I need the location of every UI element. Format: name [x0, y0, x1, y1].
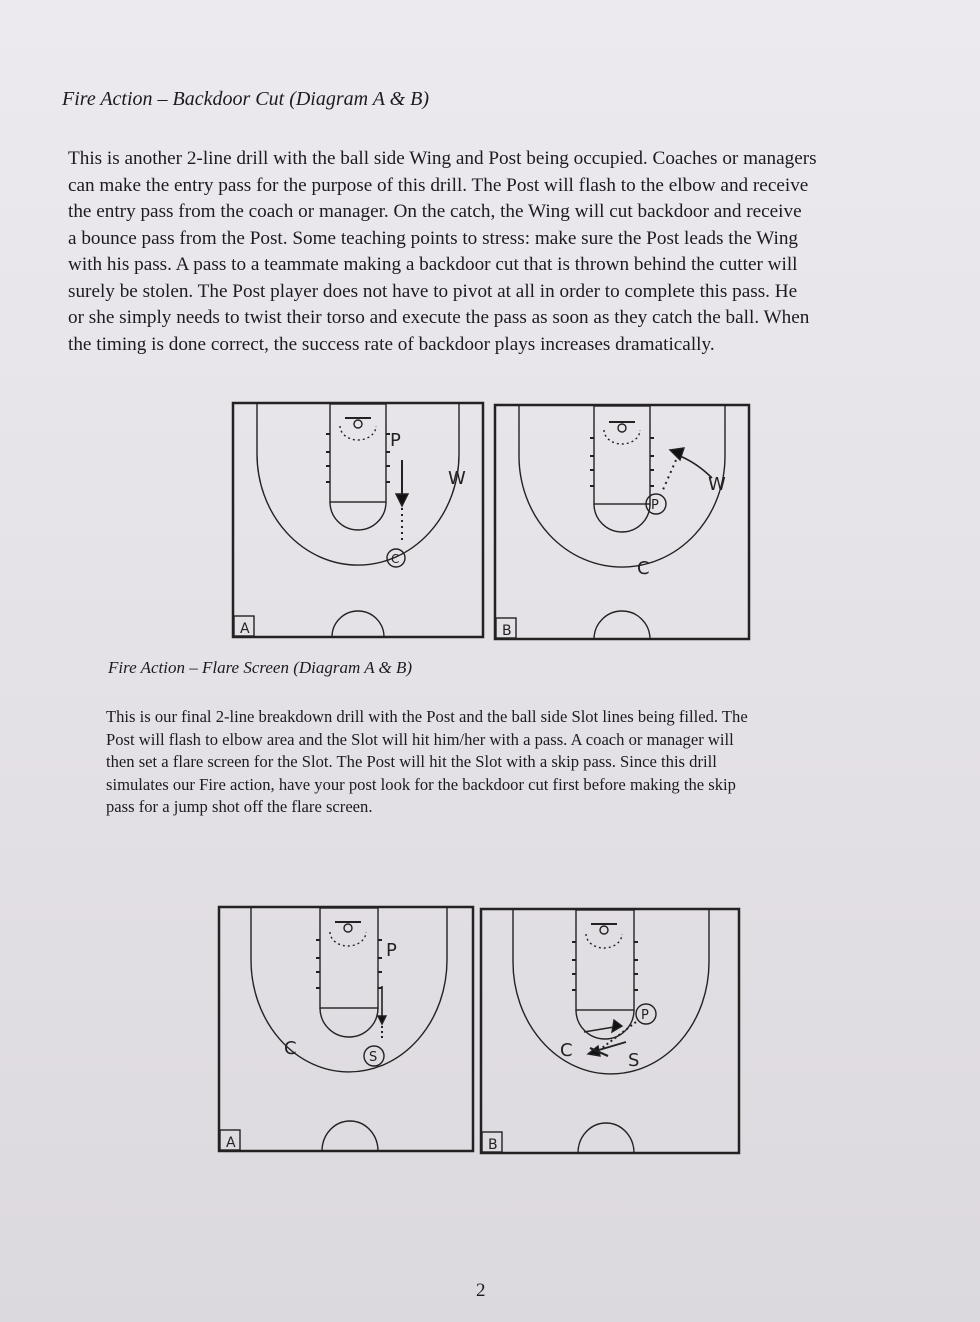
diagram-label-b: B — [502, 623, 512, 639]
mark-coach: C — [637, 558, 650, 579]
paragraph-line: then set a flare screen for the Slot. The Post will hit the Slot with a skip pass. Since this drill — [106, 752, 717, 771]
mark-wing: W — [448, 468, 466, 489]
paragraph-line: This is our final 2-line breakdown drill with the Post and the ball side Slot lines being filled. The — [106, 707, 748, 726]
mark-coach: C — [284, 1038, 297, 1059]
court-diagram-2b — [480, 908, 740, 1154]
court-diagram-1b — [494, 404, 750, 640]
mark-coach: C — [560, 1040, 573, 1061]
section-heading-flare-screen: Fire Action – Flare Screen (Diagram A & B) — [108, 658, 413, 677]
mark-post: P — [390, 430, 401, 451]
mark-post: P — [386, 940, 397, 961]
flare-screen-paragraph — [106, 706, 898, 819]
mark-coach: C — [391, 552, 400, 566]
mark-wing: W — [708, 474, 726, 495]
diagram-label-b: B — [488, 1137, 498, 1153]
paragraph-line: simulates our Fire action, have your post look for the backdoor cut first before making the skip — [106, 774, 736, 794]
page-number: 2 — [476, 1280, 486, 1301]
paragraph-line: surely be stolen. The Post player does not have to pivot at all in order to complete this pass. He — [68, 280, 798, 302]
paragraph-line: the entry pass from the coach or manager. On the catch, the Wing will cut backdoor and receive — [68, 201, 802, 222]
paragraph-line: can make the entry pass for the purpose of this drill. The Post will flash to the elbow and receive — [68, 174, 809, 196]
paragraph-line: the timing is done correct, the success rate of backdoor plays increases dramatically. — [68, 333, 715, 355]
paragraph-line: with his pass. A pass to a teammate making a backdoor cut that is thrown behind the cutter will — [68, 254, 798, 275]
mark-slot: S — [369, 1050, 378, 1065]
section-heading-backdoor-cut: Fire Action – Backdoor Cut (Diagram A & B) — [62, 88, 430, 110]
court-diagram-1a — [232, 402, 484, 638]
backdoor-cut-paragraph — [68, 146, 956, 358]
paragraph-line: This is another 2-line drill with the ball side Wing and Post being occupied. Coaches or managers — [68, 148, 817, 169]
paragraph-line: or she simply needs to twist their torso and execute the pass as soon as they catch the ball. When — [68, 307, 810, 328]
paragraph-line: pass for a jump shot off the flare screen. — [106, 797, 373, 816]
diagram-label-a: A — [240, 621, 250, 637]
mark-post: P — [641, 1008, 649, 1023]
paragraph-line: Post will flash to elbow area and the Slot will hit him/her with a pass. A coach or manager will — [106, 729, 734, 749]
mark-post: P — [651, 498, 659, 513]
mark-slot: S — [628, 1050, 640, 1071]
court-diagram-2a — [218, 906, 474, 1152]
diagram-label-a: A — [226, 1135, 236, 1151]
paragraph-line: a bounce pass from the Post. Some teaching points to stress: make sure the Post leads the Wing — [68, 227, 799, 249]
